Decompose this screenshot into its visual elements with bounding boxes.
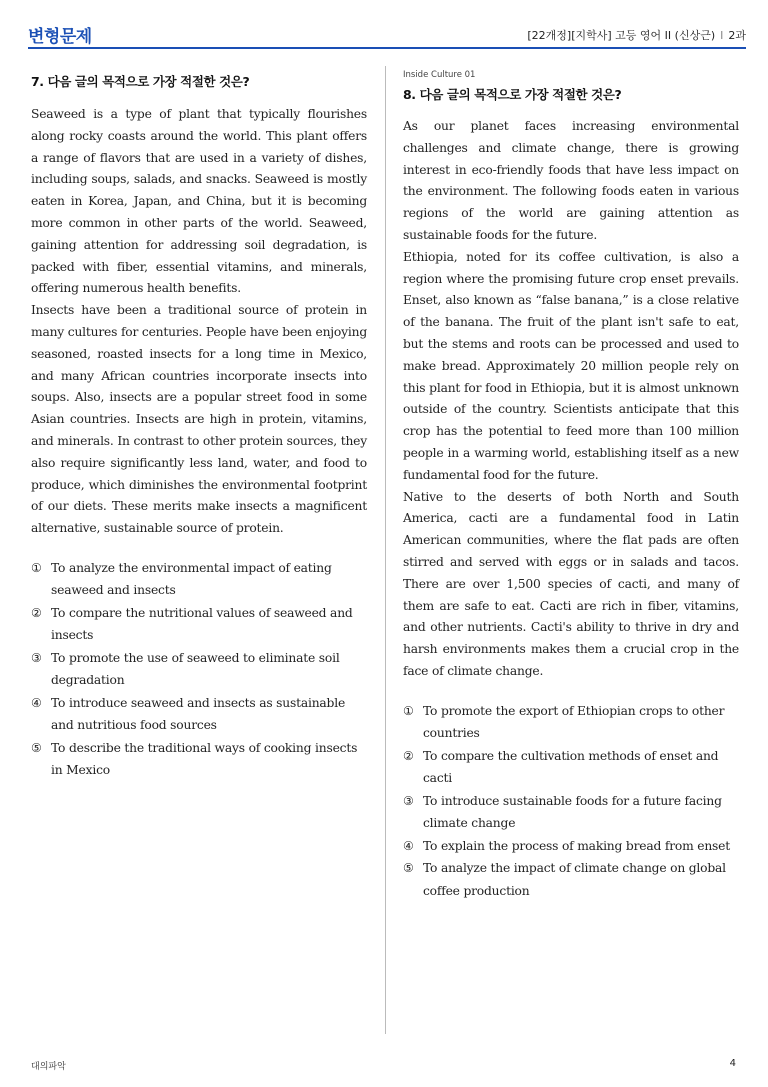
choice-number: ② (31, 605, 42, 620)
header-lesson: 2과 (728, 29, 746, 42)
choice-number: ② (403, 748, 414, 763)
question-8 (403, 70, 739, 902)
choice-4[interactable] (31, 692, 367, 737)
passage-paragraph: As our planet faces increasing environmental challenges and climate change, there is growing interest in eco-friendly foods that have less impact on the environment. The following foods eaten in various regions of the world are gaining attention as sustainable foods for the future. (403, 119, 739, 242)
choice-1[interactable] (403, 700, 739, 745)
choice-number: ① (31, 560, 42, 575)
choice-text: To describe the traditional ways of cooking insects in Mexico (51, 740, 358, 778)
choice-3[interactable] (31, 647, 367, 692)
choice-2[interactable] (403, 745, 739, 790)
choice-text: To introduce sustainable foods for a future facing climate change (423, 793, 722, 831)
choice-5[interactable] (31, 737, 367, 782)
passage-paragraph: Seaweed is a type of plant that typically flourishes along rocky coasts around the world. This plant offers a range of flavors that are used in a variety of dishes, including soups, salads, and snacks. Seaweed is mostly eaten in Korea, Japan, and China, but it is becoming more common in other parts of the world. Seaweed, gaining attention for addressing soil degradation, is packed with fiber, essential vitamins, and minerals, offering numerous health benefits. (31, 107, 367, 296)
choice-text: To promote the export of Ethiopian crops to other countries (423, 703, 725, 741)
header-rule (28, 47, 746, 49)
passage-paragraph: Ethiopia, noted for its coffee cultivation, is also a region where the promising future crop enset prevails. Enset, also known as “false banana,” is a close relative of the banana. The fruit of the plant isn't safe to eat, but the stems and roots can be processed and used to make bread. Approximately 20 million people rely on this plant for food in Ethiopia, but it is almost unknown outside of the country. Scientists anticipate that this crop has the potential to feed more than 100 million people in a warming world, establishing itself as a new fundamental food for the future. (403, 249, 739, 482)
page-header (28, 20, 746, 48)
header-course-info (527, 27, 746, 43)
section-tag: Inside Culture 01 (403, 70, 476, 80)
question-8-passage (403, 116, 739, 683)
header-separator: I (720, 29, 724, 42)
choice-number: ④ (31, 695, 42, 710)
page-number: 4 (729, 1058, 736, 1069)
column-divider (385, 66, 386, 1034)
choice-4[interactable] (403, 835, 739, 858)
choice-text: To explain the process of making bread from enset (423, 838, 730, 853)
choice-text: To analyze the environmental impact of eating seaweed and insects (51, 560, 332, 598)
choice-2[interactable] (31, 602, 367, 647)
footer-publisher: 대의파악 (31, 1062, 66, 1072)
choice-number: ⑤ (31, 740, 42, 755)
header-subtitle: [22개정][지학사] 고등 영어 II (신상근) (527, 29, 716, 42)
choice-text: To compare the cultivation methods of enset and cacti (423, 748, 719, 786)
passage-paragraph: Native to the deserts of both North and South America, cacti are a fundamental food in Latin American communities, where the flat pads are often stirred and served with eggs or in salads and tacos. There are over 1,500 species of cacti, and many of them are safe to eat. Cacti are rich in fiber, vitamins, and other nutrients. Cacti's ability to thrive in dry and harsh environments makes them a crucial crop in the face of climate change. (403, 489, 739, 678)
choice-number: ④ (403, 838, 414, 853)
question-7-choices (31, 557, 367, 782)
choice-5[interactable] (403, 857, 739, 902)
choice-number: ① (403, 703, 414, 718)
choice-3[interactable] (403, 790, 739, 835)
choice-1[interactable] (31, 557, 367, 602)
question-7 (31, 72, 367, 782)
choice-number: ③ (31, 650, 42, 665)
passage-paragraph: Insects have been a traditional source of protein in many cultures for centuries. People have been enjoying seasoned, roasted insects for a long time in Mexico, and many African countries incorporate insects into soups. Also, insects are a popular street food in some Asian countries. Insects are high in protein, vitamins, and minerals. In contrast to other protein sources, they also require significantly less land, water, and food to produce, which diminishes the environmental footprint of our diets. These merits make insects a magnificent alternative, sustainable source of protein. (31, 303, 367, 536)
question-7-title: 7. 다음 글의 목적으로 가장 적절한 것은? (31, 74, 250, 89)
question-8-title: 8. 다음 글의 목적으로 가장 적절한 것은? (403, 87, 622, 102)
choice-text: To analyze the impact of climate change on global coffee production (423, 861, 726, 898)
choice-text: To compare the nutritional values of seaweed and insects (51, 605, 353, 643)
choice-number: ⑤ (403, 861, 414, 876)
question-7-passage (31, 104, 367, 540)
question-8-choices (403, 700, 739, 903)
header-title: 변형문제 (28, 27, 92, 47)
choice-text: To introduce seaweed and insects as sustainable and nutritious food sources (51, 695, 346, 733)
choice-text: To promote the use of seaweed to eliminate soil degradation (51, 650, 340, 688)
choice-number: ③ (403, 793, 414, 808)
